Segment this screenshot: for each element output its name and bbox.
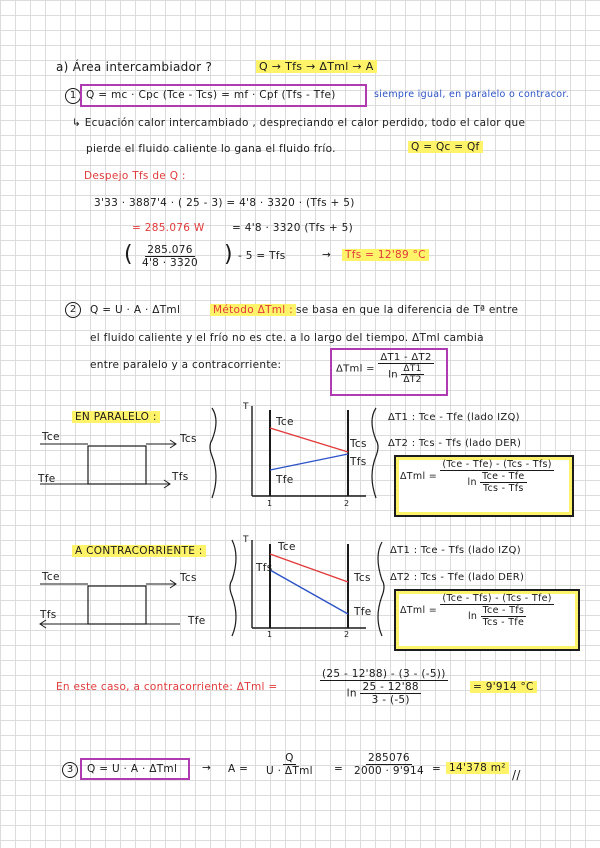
parallel-tfe-label: Tfe [38, 473, 56, 485]
flow-summary: Q → Tfs → ΔTml → A [256, 60, 377, 73]
balance-description-1: ↳ Ecuación calor intercambiado , despreciando el calor perdido, todo el calor que [72, 117, 526, 129]
parallel-lmtd-lhs: ΔTml = [400, 471, 437, 482]
area-fraction-2 [352, 752, 426, 777]
counter-tce-label: Tce [42, 571, 60, 583]
method-description-2: el fluido caliente y el frío no es cte. a lo largo del tiempo. ΔTml cambia [90, 332, 484, 344]
arrow-right: → [322, 249, 332, 261]
counter-title: A CONTRACORRIENTE : [72, 545, 206, 557]
area-equation: Q = U · A · ΔTml [87, 763, 178, 775]
area-eq-3: = [432, 763, 442, 775]
parallel-title: EN PARALELO : [72, 411, 160, 423]
lmtd-num: ΔT1 - ΔT2 [380, 352, 432, 363]
parallel-graph-x1: 1 [267, 499, 273, 508]
parallel-dt2: ΔT2 : Tcs - Tfs (lado DER) [388, 438, 522, 449]
parallel-lmtd-ln: ln [467, 477, 477, 488]
substitution-line: 3'33 · 3887'4 · ( 25 - 3) = 4'8 · 3320 · (Tfs + 5) [94, 197, 355, 209]
counter-graph-tfs: Tfs [256, 562, 273, 574]
parallel-tce-label: Tce [42, 431, 60, 443]
parallel-graph-axis-t: T [243, 402, 249, 412]
parallel-tcs-label: Tcs [180, 433, 197, 445]
paren-open: ( [124, 242, 133, 267]
parallel-lmtd-num: (Tce - Tfe) - (Tcs - Tfs) [442, 459, 552, 470]
parallel-graph-tfs: Tfs [350, 456, 367, 468]
area-f2-num: 285076 [368, 752, 410, 764]
area-f1-den: U · ΔTml [266, 765, 313, 777]
counter-graph-tfe: Tfe [354, 606, 372, 618]
method-description-3: entre paralelo y a contracorriente: [90, 359, 282, 371]
parallel-graph-tfe: Tfe [276, 474, 294, 486]
step-number-3: 3 [62, 762, 78, 778]
counter-lmtd-ln: ln [467, 611, 478, 622]
heat-relation: Q = Qc = Qf [408, 141, 483, 153]
paren-close: ) [224, 242, 233, 267]
case-result: = 9'914 °C [470, 681, 537, 693]
method-label: Método ΔTml : [210, 304, 296, 316]
transfer-equation: Q = U · A · ΔTml [90, 304, 181, 316]
tfs-fraction-den: 4'8 · 3320 [142, 257, 198, 269]
solve-tfs-line: - 5 = Tfs [238, 250, 286, 262]
parallel-graph-x2: 2 [344, 499, 350, 508]
counter-graph-x1: 1 [267, 630, 273, 639]
counter-lmtd-num: (Tce - Tfs) - (Tcs - Tfe) [442, 593, 552, 604]
lmtd-inner-den: ΔT2 [403, 375, 422, 385]
substitution-line-2: = 4'8 · 3320 (Tfs + 5) [232, 222, 353, 234]
counter-lmtd-lhs: ΔTml = [400, 605, 437, 616]
counter-lmtd-formula [400, 593, 554, 628]
balance-description-2: pierde el fluido caliente lo gana el fluido frío. [86, 143, 336, 155]
case-formula [320, 668, 448, 706]
parallel-graph-tcs: Tcs [350, 438, 367, 450]
counter-graph-x2: 2 [344, 630, 350, 639]
final-mark: // [512, 768, 521, 782]
parallel-tfs-label: Tfs [172, 471, 189, 483]
case-in-den: 3 - (-5) [371, 694, 410, 706]
solve-heading: Despejo Tfs de Q : [84, 170, 186, 182]
parallel-lmtd-in-den: Tcs - Tfs [483, 483, 524, 494]
step-number-2: 2 [65, 302, 81, 318]
area-fraction-1 [264, 752, 315, 777]
area-eq-2: = [334, 763, 344, 775]
counter-graph-tcs: Tcs [354, 572, 371, 584]
counter-graph-tce: Tce [278, 541, 296, 553]
counter-dt1: ΔT1 : Tce - Tfs (lado IZQ) [390, 545, 521, 556]
counter-lmtd-in-den: Tcs - Tfe [482, 617, 525, 628]
counter-tcs-label: Tcs [180, 572, 197, 584]
section-title: a) Área intercambiador ? [56, 60, 213, 74]
arrow-right-2: → [202, 762, 212, 774]
lmtd-lhs: ΔTml = [336, 363, 375, 375]
counter-tfe-label: Tfe [188, 615, 206, 627]
tfs-fraction-num: 285.076 [147, 244, 193, 256]
lmtd-ln: ln [388, 369, 398, 381]
counter-tfs-label: Tfs [40, 609, 57, 621]
counter-graph-axis-t: T [243, 535, 249, 545]
balance-note: siempre igual, en paralelo o contracor. [374, 89, 570, 100]
case-ln: ln [346, 687, 357, 700]
parallel-graph-tce: Tce [276, 416, 294, 428]
step-number-1: 1 [65, 88, 81, 104]
tfs-result: Tfs = 12'89 °C [342, 249, 429, 261]
case-label: En este caso, a contracorriente: ΔTml = [56, 681, 278, 693]
parallel-dt1: ΔT1 : Tce - Tfe (lado IZQ) [388, 412, 520, 423]
counter-dt2: ΔT2 : Tcs - Tfe (lado DER) [390, 572, 525, 583]
lmtd-inner-num: ΔT1 [403, 364, 422, 374]
case-num: (25 - 12'88) - (3 - (-5)) [322, 668, 446, 680]
area-f1-num: Q [285, 752, 294, 764]
heat-value: = 285.076 W [132, 222, 205, 234]
parallel-lmtd-in-num: Tce - Tfe [482, 471, 525, 482]
area-result: 14'378 m² [446, 762, 509, 774]
area-lhs: A = [228, 763, 249, 775]
case-in-num: 25 - 12'88 [362, 681, 419, 693]
energy-balance-equation: Q = mc · Cpc (Tce - Tcs) = mf · Cpf (Tfs - Tfe) [86, 89, 336, 101]
counter-lmtd-in-num: Tce - Tfs [482, 605, 525, 616]
method-description-1: se basa en que la diferencia de Tª entre [296, 304, 519, 316]
area-f2-den: 2000 · 9'914 [354, 765, 424, 777]
